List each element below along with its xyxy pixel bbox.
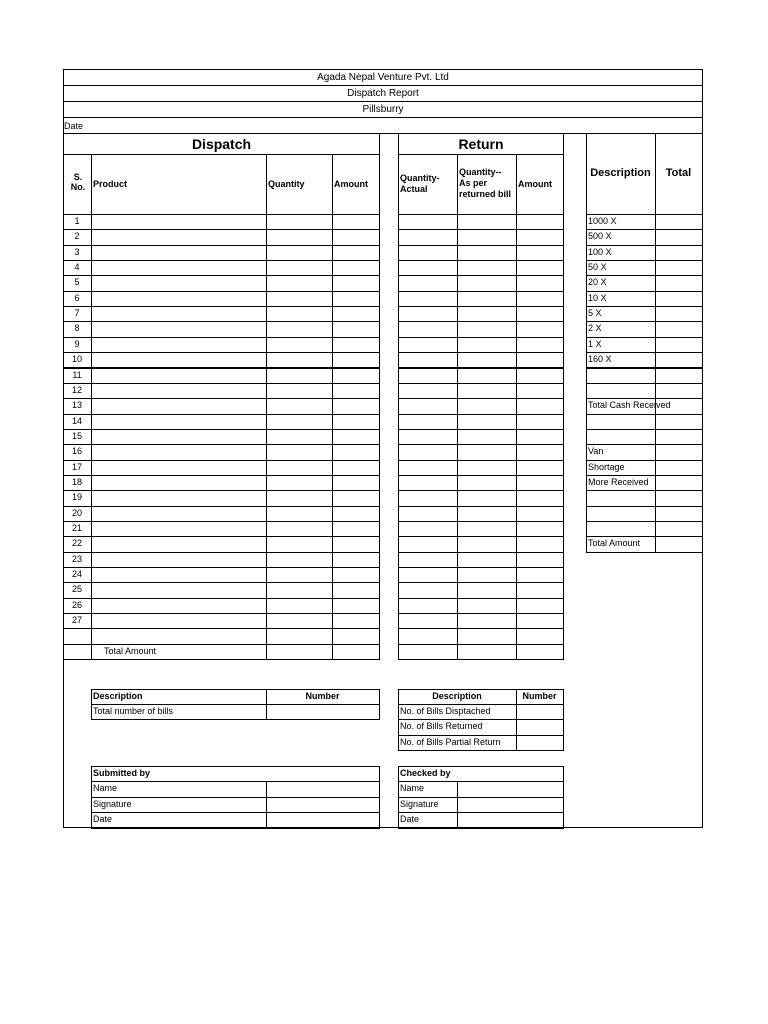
dispatch-cell [266,552,333,568]
dispatch-cell [332,613,380,629]
dispatch-cell [332,245,380,261]
dispatch-cell [91,598,267,614]
return-cell [398,536,458,552]
return-cell [457,552,517,568]
bills-right-row-label: No. of Bills Partial Return [400,736,501,747]
serial-number: 6 [74,292,80,303]
checked-value-cell [457,812,564,829]
serial-number: 17 [71,461,82,472]
return-cell [457,613,517,629]
serial-number: 21 [71,523,82,533]
return-cell [398,321,458,337]
return-cell [457,352,517,368]
return-cell [516,444,564,460]
return-cell [457,644,517,660]
return-cell [398,368,458,384]
cash-description-cell [586,506,656,522]
serial-number: 26 [71,599,82,610]
return-cell [457,475,517,491]
return-cell [516,306,564,322]
dispatch-cell [266,229,333,245]
return-cell [457,598,517,614]
dispatch-cell [91,628,267,644]
return-cell [457,383,517,399]
return-cell [516,628,564,644]
dispatch-cell [266,368,333,384]
return-cell [457,398,517,414]
dispatch-cell [266,398,333,414]
cash-total-cell [655,214,703,230]
checked-value-cell [457,797,564,814]
cash-total-cell [655,536,703,552]
return-cell [457,214,517,230]
dispatch-cell [91,214,267,230]
return-cell [398,644,458,660]
dispatch-header-product: Product [93,179,128,189]
cash-total-cell [655,414,703,430]
serial-number: 20 [71,507,82,518]
return-cell [398,229,458,245]
cash-total-cell [655,352,703,368]
cash-description-cell [586,429,656,445]
cash-row-label: Van [588,446,604,457]
return-cell [516,368,564,384]
dispatch-cell [266,598,333,614]
dispatch-cell [91,475,267,491]
serial-number: 4 [74,262,80,273]
dispatch-cell [332,352,380,368]
serial-number: 22 [71,538,82,549]
submitted-value-cell [266,781,380,798]
cash-total-cell [655,475,703,491]
dispatch-cell [266,306,333,322]
return-cell [398,582,458,598]
return-cell [457,260,517,276]
dispatch-cell [266,321,333,337]
bills-right-row-label: No. of Bills Returned [400,721,483,732]
return-cell [457,582,517,598]
checked-value-cell [457,781,564,798]
serial-number: 23 [71,553,82,564]
return-cell [398,475,458,491]
return-cell [516,414,564,430]
dispatch-cell [63,628,92,644]
dispatch-cell [332,552,380,568]
dispatch-cell [332,536,380,552]
cash-total-cell [655,306,703,322]
submitted-label-cell [91,812,267,829]
return-cell [457,536,517,552]
checked-row-label: Date [400,814,420,824]
return-cell [516,398,564,414]
dispatch-cell [332,429,380,445]
dispatch-cell [91,613,267,629]
dispatch-cell [266,291,333,307]
serial-number: 3 [74,246,80,257]
cash-total-cell [655,383,703,399]
serial-number: 10 [71,354,82,365]
dispatch-cell [91,414,267,430]
cash-total-cell [655,368,703,384]
return-cell [516,229,564,245]
dispatch-cell [332,321,380,337]
dispatch-cell [91,490,267,506]
serial-number: 25 [71,584,82,595]
dispatch-cell [332,368,380,384]
cash-description-cell [586,490,656,506]
checked-title: Checked by [400,768,451,778]
return-cell [398,306,458,322]
return-cell [457,275,517,291]
dispatch-cell [91,567,267,583]
cash-description-cell [586,368,656,384]
cash-row-label: More Received [588,476,649,487]
bills-left-number-label: Number [305,691,340,701]
return-cell [457,229,517,245]
dispatch-cell [91,291,267,307]
return-cell [457,414,517,430]
return-title: Return [458,136,504,152]
dispatch-cell [266,275,333,291]
return-cell [516,429,564,445]
dispatch-cell [332,229,380,245]
cash-total-cell [655,245,703,261]
dispatch-cell [266,460,333,476]
dispatch-cell [332,582,380,598]
dispatch-cell [332,306,380,322]
checked-row-label: Name [400,783,425,793]
dispatch-cell [91,536,267,552]
return-cell [516,214,564,230]
dispatch-header-quantity: Quantity [268,179,305,189]
serial-number: 19 [71,492,82,503]
cash-row-label: 10 X [588,292,607,303]
dispatch-cell [332,383,380,399]
return-cell [516,245,564,261]
return-cell [457,460,517,476]
return-cell [516,644,564,660]
dispatch-cell [91,321,267,337]
return-cell [516,567,564,583]
dispatch-cell [332,291,380,307]
dispatch-cell [332,214,380,230]
return-cell [516,275,564,291]
bills-right-value-cell [516,735,564,751]
dispatch-cell [266,521,333,537]
dispatch-cell [91,383,267,399]
return-cell [516,321,564,337]
cash-total-cell [655,337,703,353]
serial-number: 27 [71,615,82,626]
cash-total-cell [655,275,703,291]
serial-number: 13 [71,400,82,411]
cash-total-cell [655,521,703,537]
return-cell [457,444,517,460]
dispatch-cell [91,506,267,522]
dispatch-cell [332,475,380,491]
return-cell [457,628,517,644]
dispatch-title-cell [63,133,380,155]
return-title-cell [398,133,564,155]
return-cell [516,460,564,476]
dispatch-cell [266,506,333,522]
return-cell [516,490,564,506]
return-cell [398,245,458,261]
cash-row-label: 160 X [588,354,612,365]
date-label: Date [64,121,84,131]
serial-number: 24 [71,569,82,580]
dispatch-cell [91,245,267,261]
dispatch-cell [332,337,380,353]
cash-total-cell [655,460,703,476]
bills-right-number-label: Number [522,691,557,701]
return-cell [516,521,564,537]
return-cell [398,521,458,537]
serial-number: 15 [71,430,82,441]
dispatch-cell [91,368,267,384]
return-cell [398,337,458,353]
dispatch-cell [91,552,267,568]
cash-row-label: 1000 X [588,216,617,226]
dispatch-cell [332,414,380,430]
cash-total-cell [655,321,703,337]
bills-right-value-cell [516,704,564,720]
submitted-row-label: Name [93,783,118,793]
bills-right-value-cell [516,719,564,735]
dispatch-cell [91,275,267,291]
return-cell [398,398,458,414]
dispatch-cell [332,506,380,522]
cash-row-label: 500 X [588,231,612,242]
dispatch-cell [266,582,333,598]
dispatch-cell [63,644,92,660]
cash-total-cell [655,506,703,522]
dispatch-cell [332,260,380,276]
cash-description-cell [586,414,656,430]
dispatch-cell [91,398,267,414]
return-cell [457,490,517,506]
cash-row-label: Shortage [588,461,625,472]
cash-total-cell [655,229,703,245]
serial-number: 11 [72,369,82,380]
cash-total-cell [655,444,703,460]
bills-left-value-cell [266,704,380,720]
return-cell [457,306,517,322]
cash-row-label: 1 X [588,338,602,349]
bills-right-desc-label: Description [432,691,482,701]
dispatch-cell [266,475,333,491]
submitted-row-label: Signature [93,798,132,809]
submitted-row-label: Date [93,814,113,824]
serial-number: 5 [74,277,80,288]
serial-number: 8 [74,323,80,334]
return-header-amount: Amount [518,179,552,189]
return-cell [457,368,517,384]
dispatch-header-amount: Amount [334,179,368,189]
return-cell [457,245,517,261]
cash-total-cell [655,429,703,445]
dispatch-cell [91,582,267,598]
return-header-qty-actual: Quantity- Actual [400,173,440,194]
cash-row-label: Total Cash Received [588,400,671,411]
return-cell [457,291,517,307]
return-cell [457,506,517,522]
submitted-value-cell [266,797,380,814]
dispatch-cell [266,214,333,230]
return-cell [398,352,458,368]
dispatch-total-label: Total Amount [104,645,157,656]
return-cell [398,490,458,506]
dispatch-cell [266,414,333,430]
cash-description-cell [586,521,656,537]
return-cell [398,383,458,399]
return-cell [398,613,458,629]
dispatch-cell [332,521,380,537]
dispatch-cell [91,306,267,322]
return-cell [398,552,458,568]
dispatch-cell [91,260,267,276]
dispatch-cell [266,383,333,399]
cash-total-cell [655,260,703,276]
cash-row-label: Total Amount [588,538,641,549]
return-cell [398,414,458,430]
return-cell [457,429,517,445]
return-cell [516,552,564,568]
cash-description-cell [586,383,656,399]
dispatch-cell [91,337,267,353]
submitted-title: Submitted by [93,768,151,778]
dispatch-cell [266,567,333,583]
serial-number: 12 [71,384,82,395]
return-cell [516,598,564,614]
dispatch-cell [332,628,380,644]
dispatch-cell [332,444,380,460]
return-cell [516,383,564,399]
return-cell [398,506,458,522]
serial-number: 9 [74,338,80,349]
return-cell [398,444,458,460]
serial-number: 16 [71,446,82,457]
dispatch-cell [91,521,267,537]
return-header-qty-bill: Quantity-- As per returned bill [459,167,512,199]
return-cell [516,506,564,522]
dispatch-cell [266,352,333,368]
serial-number: 7 [74,308,80,319]
dispatch-cell [266,536,333,552]
client-name: Pillsburry [362,104,404,115]
dispatch-cell [332,598,380,614]
return-cell [457,521,517,537]
dispatch-cell [91,460,267,476]
dispatch-cell [266,628,333,644]
dispatch-cell [266,444,333,460]
dispatch-cell [91,444,267,460]
dispatch-cell [91,352,267,368]
return-cell [516,291,564,307]
cash-row-label: 20 X [588,277,607,288]
dispatch-cell [266,429,333,445]
dispatch-cell [91,229,267,245]
return-cell [398,460,458,476]
serial-number: 1 [74,216,80,226]
dispatch-cell [332,275,380,291]
dispatch-cell [266,337,333,353]
return-cell [516,475,564,491]
bills-left-desc-label: Description [93,691,143,701]
serial-number: 14 [71,415,82,426]
dispatch-cell [266,490,333,506]
bills-left-row-label: Total number of bills [93,706,174,716]
dispatch-title: Dispatch [191,136,252,152]
return-cell [516,352,564,368]
return-cell [398,214,458,230]
serial-number: 2 [74,231,80,242]
dispatch-cell [266,260,333,276]
return-cell [516,260,564,276]
dispatch-cell [266,245,333,261]
dispatch-cell [266,613,333,629]
cash-row-label: 100 X [588,246,612,257]
report-title: Dispatch Report [347,88,419,99]
return-cell [457,321,517,337]
return-cell [398,567,458,583]
return-cell [398,429,458,445]
serial-number: 18 [71,476,82,487]
return-cell [516,536,564,552]
dispatch-cell [332,490,380,506]
return-cell [457,337,517,353]
cash-total-cell [655,490,703,506]
return-cell [516,582,564,598]
dispatch-cell [332,398,380,414]
cash-header-description-label: Description [590,167,651,179]
bills-right-row-label: No. of Bills Disptached [400,706,491,716]
cash-total-cell [655,291,703,307]
dispatch-cell [332,644,380,660]
checked-row-label: Signature [400,798,439,809]
return-cell [398,628,458,644]
return-cell [457,567,517,583]
return-cell [398,291,458,307]
return-cell [398,260,458,276]
submitted-label-cell [91,781,267,798]
cash-row-label: 5 X [588,308,602,319]
dispatch-header-sno: S. No. [70,172,86,192]
return-cell [516,613,564,629]
dispatch-cell [332,567,380,583]
company-name: Agada Nepal Venture Pvt. Ltd [317,72,449,83]
dispatch-cell [332,460,380,476]
dispatch-cell [266,644,333,660]
cash-header-total-label: Total [665,167,692,179]
cash-row-label: 50 X [588,262,607,273]
return-cell [516,337,564,353]
dispatch-cell [91,429,267,445]
cash-row-label: 2 X [588,323,602,334]
return-cell [398,598,458,614]
return-cell [398,275,458,291]
submitted-value-cell [266,812,380,829]
